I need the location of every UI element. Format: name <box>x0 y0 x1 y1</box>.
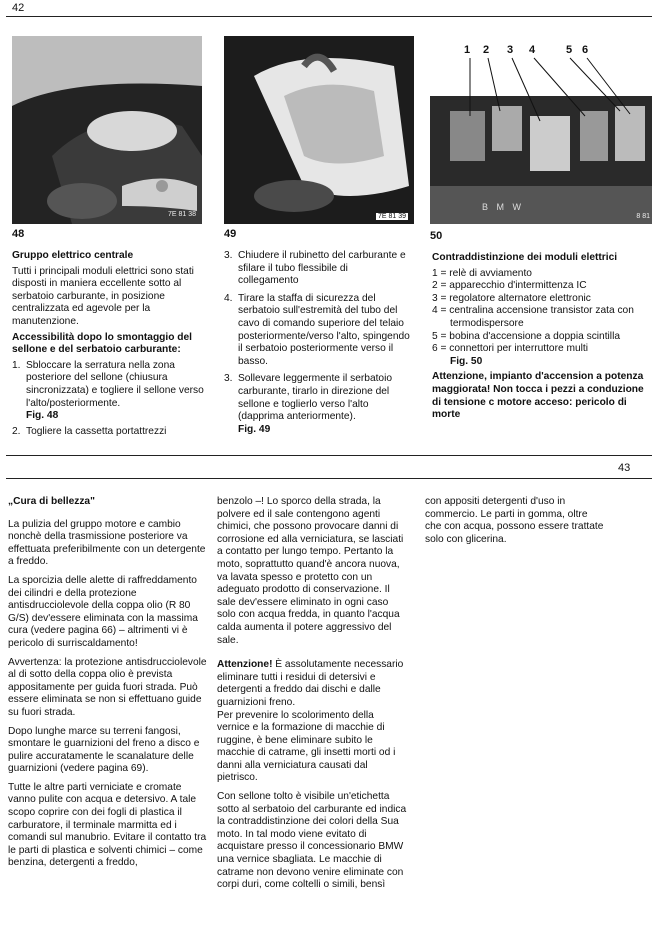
figure-48-number: 48 <box>12 228 25 240</box>
top-column-2 <box>224 250 410 439</box>
step-number: 1. <box>12 359 21 371</box>
bottom-column-1 <box>8 496 208 876</box>
step-item <box>12 360 208 423</box>
step-number: 3. <box>224 373 233 385</box>
step-number: 4. <box>224 292 233 304</box>
figure-50-callout-4: 4 <box>529 44 536 56</box>
figure-50-callout-3: 3 <box>507 44 514 56</box>
legend-item: 1 = relè di avviamento <box>432 267 532 279</box>
figure-48-code: 7E 81 38 <box>167 211 196 218</box>
page-number-bottom: 43 <box>618 462 631 474</box>
paragraph: Tutte le altre parti verniciate e cromate vanno pulite con acqua e detersivo. A tale scopo coprire con dei fogli di plastica il carburatore, il terminale marmitta ed i comandi sul manubrio. Evitare il contatto tra le parti di plastica e solventi chimici – come benzina, detergenti a freddo, <box>8 781 207 869</box>
legend-item: 3 = regolatore alternatore elettronic <box>432 292 591 304</box>
section-intro: Tutti i principali moduli elettrici sono stati disposti in maniera eccellente sotto al serbatoio carburante, in posizione centralizzata ed agevole per la manutenzione. <box>12 265 194 327</box>
figure-48-illustration <box>12 36 202 224</box>
figure-49-illustration <box>224 36 414 224</box>
legend-item: 5 = bobina d'accensione a doppia scintilla <box>432 330 621 342</box>
step-item <box>224 250 410 288</box>
figure-50-callout-6: 6 <box>582 44 589 56</box>
step-fig-ref: Fig. 49 <box>238 423 271 435</box>
legend-item: 6 = connettori per interruttore multi <box>432 343 589 355</box>
figure-48-photo <box>12 36 202 224</box>
page-number-top: 42 <box>12 2 25 14</box>
step-text: Sollevare leggermente il serbatoio carburante, tirarlo in direzione del sellone e toglierlo verso l'alto (dapprima anteriormente). <box>238 373 393 423</box>
figure-50-callout-1: 1 <box>464 44 471 56</box>
header-rule-top <box>6 16 652 17</box>
bottom-column-3 <box>425 496 605 552</box>
bottom-column-2 <box>217 496 407 898</box>
page-divider <box>6 455 652 456</box>
step-text: Tirare la staffa di sicurezza del serbatoio sull'estremità del tubo del cavo di comando superiore del telaio posteriormente/verso l'alto, spingendo il serbatoio posteriormente verso il basso. <box>238 292 410 367</box>
paragraph: Con sellone tolto è visibile un'etichetta sotto al serbatoio del carburante ed indica la contraddistinzione dei colori della Sua moto. In tal modo viene evitato di acquistare presso il concessionario BMW una vernice sbagliata. Le macchie di catrame non devono venire eliminate con corpi duri, come coltelli o simili, bensì <box>217 791 407 891</box>
attention-paragraph <box>217 659 407 709</box>
step-fig-ref: Fig. 48 <box>26 410 59 422</box>
steps-list-1 <box>12 360 208 439</box>
figure-50-badge: B M W <box>482 202 524 212</box>
figure-49-code: 7E 81 39 <box>377 213 406 220</box>
step-item <box>224 373 410 436</box>
top-column-3 <box>432 252 652 428</box>
paragraph: con appositi detergenti d'uso in commercio. Le parti in gomma, oltre che con acqua, possono essere trattate solo con glicerina. <box>425 496 604 545</box>
legend-item: 4 = centralina accensione transistor zata con termodispersore <box>432 305 634 329</box>
paragraph: Avvertenza: la protezione antisdrucciolevole al di sotto della coppa olio è prevista appositamente per guida fuori strada. Può essere eliminata se non si effettuano guide su fuori strada. <box>8 656 207 718</box>
step-item <box>224 293 410 369</box>
step-text: Togliere la cassetta portattrezzi <box>26 425 167 437</box>
figure-50-photo <box>430 36 652 224</box>
figure-50-callout-5: 5 <box>566 44 573 56</box>
attention-text: È assolutamente necessario eliminare tutti i residui di detersivi e detergenti a freddo dai dischi e dalle guarnizioni freno. <box>217 659 404 708</box>
paragraph: Per prevenire lo scolorimento della vernice e la formazione di macchie di ruggine, è bene eliminare subito le macchie di catrame, gli insetti morti od i danni alla verniciatura causati dal pietrisco. <box>217 709 396 784</box>
attention-label: Attenzione! <box>217 659 273 671</box>
legend-item: 2 = apparecchio d'intermittenza IC <box>432 280 587 292</box>
paragraph: La sporcizia delle alette di raffreddamento dei cilindri e della protezione antisdrucciolevole della coppa olio (R 80 G/S) dev'essere eliminata con la massima cura (vedere pagina 66) – altrimenti vi è pericolo di surriscaldamento! <box>8 574 198 649</box>
paragraph: La pulizia del gruppo motore e cambio nonchè della trasmissione posteriore va effettuata preferibilmente con un detergente a freddo. <box>8 518 206 568</box>
figure-49-number: 49 <box>224 228 237 240</box>
modules-heading: Contraddistinzione dei moduli elettrici <box>432 252 618 263</box>
top-column-1 <box>12 250 208 441</box>
steps-list-2 <box>224 250 410 436</box>
section-subheading: Accessibilità dopo lo smontaggio del sellone e del serbatoio carburante: <box>12 331 193 356</box>
step-text: Sbloccare la serratura nella zona posteriore del sellone (chiusura sincronizzata) e togliere il sellone verso l'alto/posteriormente. <box>26 359 204 409</box>
step-number: 3. <box>224 250 233 261</box>
header-rule-bottom <box>6 478 652 479</box>
paragraph: benzolo –! Lo sporco della strada, la polvere ed il sale contengono agenti chimici, che possono provocare danni di corrosione ed alla verniciatura, se lasciati a contatto per lungo tempo. Pertanto la moto, soprattutto quand'è ancora nuova, va lavata spesso e protetto con un adeguato prodotto di conservazione. Il sale dev'essere eliminato in ogni caso solo con acqua fredda, in quanto l'acqua calda aumenta il potere aggressivo del sale. <box>217 496 404 646</box>
voltage-warning: Attenzione, impianto d'accension a potenza maggiorata! Non tocca i pezzi a conduzione di tensione c motore acceso: pericolo di morte <box>432 371 644 421</box>
step-number: 2. <box>12 425 21 437</box>
section-heading: Gruppo elettrico centrale <box>12 250 134 261</box>
modules-legend <box>432 268 652 356</box>
figure-49-photo <box>224 36 414 224</box>
modules-fig-ref: Fig. 50 <box>450 355 483 367</box>
paragraph: Dopo lunghe marce su terreni fangosi, smontare le guarnizioni del freno a disco e pulire accuratamente le scanalature delle guarnizioni (vedere pagina 69). <box>8 725 200 775</box>
figure-50-illustration <box>430 36 652 224</box>
figure-50-number: 50 <box>430 230 443 242</box>
figure-50-code: 8 81 <box>636 213 650 220</box>
step-item <box>12 426 208 439</box>
care-heading: „Cura di bellezza" <box>8 496 95 507</box>
step-text: Chiudere il rubinetto del carburante e sfilare il tubo flessibile di collegamento <box>238 250 406 287</box>
figure-50-callout-2: 2 <box>483 44 490 56</box>
